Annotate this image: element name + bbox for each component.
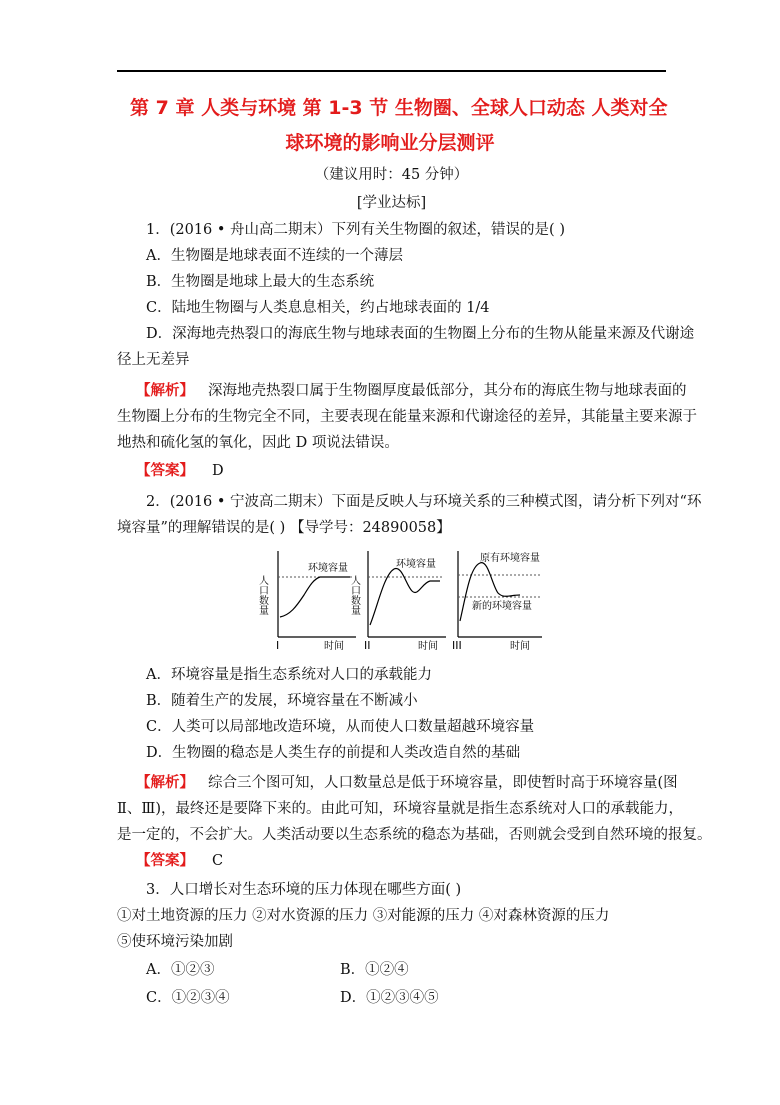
panel3-original-label: 原有环境容量 [480, 553, 540, 564]
q2-answer [136, 851, 223, 871]
q1-option-b: B．生物圈是地球上最大的生态系统 [146, 274, 375, 290]
q2-analysis-line2: Ⅱ、Ⅲ)，最终还是要降下来的。由此可知，环境容量就是指生态系统对人口的承载能力， [117, 801, 683, 817]
q3-items-line2: ⑤使环境污染加剧 [117, 934, 233, 950]
panel3-id: III [452, 639, 462, 652]
q3-items-line1: ①对土地资源的压力 ②对水资源的压力 ③对能源的压力 ④对森林资源的压力 [117, 908, 610, 924]
q3-option-a: A．①②③ [146, 962, 215, 978]
q2-analysis-text: 综合三个图可知，人口数量总是低于环境容量，即使暂时高于环境容量(图 [208, 775, 678, 791]
q3-option-d: D．①②③④⑤ [340, 990, 439, 1006]
q1-answer-value: D [212, 463, 224, 479]
q1-stem: 1．(2016 • 舟山高二期末）下列有关生物圈的叙述，错误的是( ) [146, 222, 565, 238]
q2-answer-value: C [212, 853, 224, 869]
panel2-x-label: 时间 [418, 641, 438, 652]
figure-panel-2 [349, 551, 447, 652]
panel1-capacity-label: 环境容量 [308, 563, 348, 574]
q1-analysis-line3: 地热和硫化氢的氧化，因此 D 项说法错误。 [117, 435, 399, 451]
time-hint: （建议用时：45 分钟） [314, 167, 469, 183]
q2-answer-tag: 【答案】 [136, 853, 194, 869]
q1-option-c: C．陆地生物圈与人类息息相关，约占地球表面的 1/4 [146, 300, 490, 316]
panel1-y-label: 人口数量 [256, 575, 268, 615]
q1-option-d-line1: D．深海地壳热裂口的海底生物与地球表面的生物圈上分布的生物从能量来源及代谢途 [146, 326, 695, 342]
human-environment-figure [258, 545, 548, 655]
panel3-x-label: 时间 [510, 641, 530, 652]
panel2-id: II [364, 639, 371, 652]
panel3-new-label: 新的环境容量 [472, 601, 532, 612]
q3-option-c: C．①②③④ [146, 990, 230, 1006]
top-rule [117, 70, 666, 72]
q2-analysis-line1 [136, 773, 678, 793]
q2-option-a: A．环境容量是指生态系统对人口的承载能力 [146, 667, 432, 683]
panel2-y-label: 人口数量 [348, 575, 360, 615]
q1-option-a: A．生物圈是地球表面不连续的一个薄层 [146, 248, 403, 264]
q2-stem-line1: 2．(2016 • 宁波高二期末）下面是反映人与环境关系的三种模式图，请分析下列对“环 [146, 494, 702, 510]
q1-analysis-line2: 生物圈上分布的生物完全不同，主要表现在能量来源和代谢途径的差异，其能量主要来源于 [117, 409, 697, 425]
figure-panel-1 [257, 551, 357, 652]
q1-answer-tag: 【答案】 [136, 463, 194, 479]
q2-analysis-line3: 是一定的，不会扩大。人类活动要以生态系统的稳态为基础，否则就会受到自然环境的报复。 [117, 827, 712, 843]
q2-stem-line2: 境容量”的理解错误的是( ) 【导学号：24890058】 [117, 520, 451, 536]
q1-analysis-tag: 【解析】 [136, 383, 194, 399]
q1-analysis-text: 深海地壳热裂口属于生物圈厚度最低部分，其分布的海底生物与地球表面的 [208, 383, 687, 399]
panel1-population-curve [280, 577, 350, 617]
q3-stem: 3．人口增长对生态环境的压力体现在哪些方面( ) [146, 882, 462, 898]
q1-analysis-line1 [136, 381, 687, 401]
figure-panel-3 [452, 551, 542, 652]
q2-analysis-tag: 【解析】 [136, 775, 194, 791]
panel2-capacity-label: 环境容量 [396, 559, 436, 570]
q1-option-d-line2: 径上无差异 [117, 352, 190, 368]
q2-option-d: D．生物圈的稳态是人类生存的前提和人类改造自然的基础 [146, 745, 521, 761]
section-heading: [学业达标] [356, 195, 427, 211]
panel3-population-curve [460, 563, 520, 621]
title-line-2: 球环境的影响业分层测评 [285, 132, 495, 154]
panel1-id: I [276, 639, 280, 652]
q2-option-b: B．随着生产的发展，环境容量在不断减小 [146, 693, 418, 709]
q3-option-b: B．①②④ [340, 962, 409, 978]
q1-answer [136, 461, 224, 481]
q2-option-c: C．人类可以局部地改造环境，从而使人口数量超越环境容量 [146, 719, 535, 735]
title-line-1: 第 7 章 人类与环境 第 1-3 节 生物圈、全球人口动态 人类对全 [130, 97, 668, 119]
panel1-x-label: 时间 [324, 641, 344, 652]
